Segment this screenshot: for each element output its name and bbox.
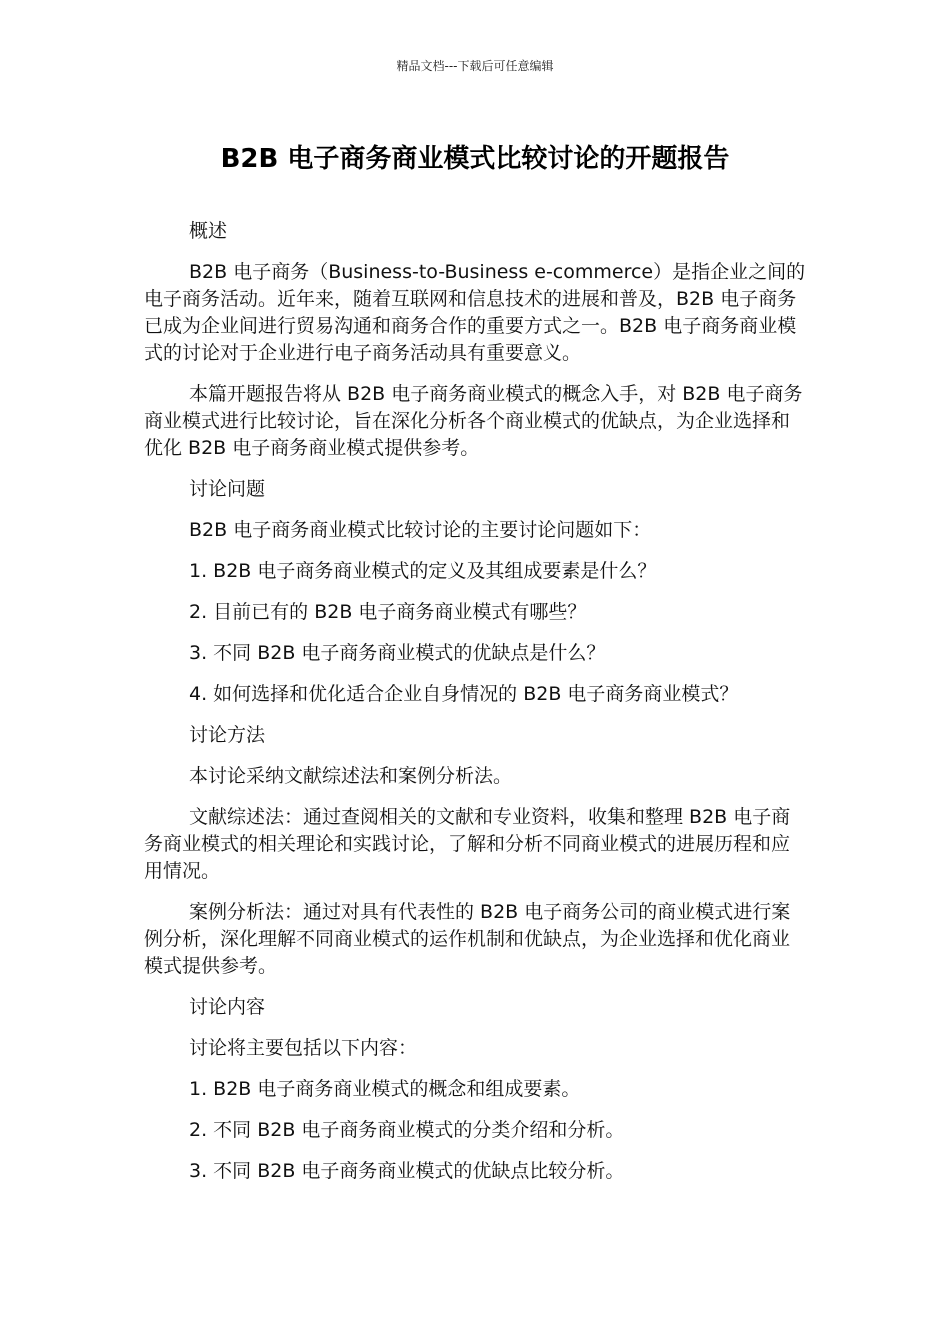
methods-paragraph-case: 案例分析法：通过对具有代表性的 B2B 电子商务公司的商业模式进行案例分析，深化理解不同商业模式的运作机制和优缺点，为企业选择和优化商业模式提供参考。 xyxy=(144,901,791,977)
content-item: 3. 不同 B2B 电子商务商业模式的优缺点比较分析。 xyxy=(189,1160,625,1182)
section-heading-questions: 讨论问题 xyxy=(189,478,266,500)
document-title: B2B 电子商务商业模式比较讨论的开题报告 xyxy=(220,144,730,174)
overview-paragraph-2: 本篇开题报告将从 B2B 电子商务商业模式的概念入手，对 B2B 电子商务商业模式进行比较讨论，旨在深化分析各个商业模式的优缺点，为企业选择和优化 B2B 电子商务商业模式提供参考。 xyxy=(144,383,803,459)
methods-paragraph-literature: 文献综述法：通过查阅相关的文献和专业资料，收集和整理 B2B 电子商务商业模式的相关理论和实践讨论，了解和分析不同商业模式的进展历程和应用情况。 xyxy=(144,806,791,882)
document-body xyxy=(144,218,806,1199)
section-heading-contents: 讨论内容 xyxy=(189,996,266,1018)
content-item: 2. 不同 B2B 电子商务商业模式的分类介绍和分析。 xyxy=(189,1119,625,1141)
contents-intro: 讨论将主要包括以下内容： xyxy=(189,1037,418,1059)
section-heading-overview: 概述 xyxy=(189,220,228,242)
section-heading-methods: 讨论方法 xyxy=(189,724,266,746)
methods-intro: 本讨论采纳文献综述法和案例分析法。 xyxy=(189,765,513,787)
question-item: 4. 如何选择和优化适合企业自身情况的 B2B 电子商务商业模式？ xyxy=(189,683,739,705)
content-item: 1. B2B 电子商务商业模式的概念和组成要素。 xyxy=(189,1078,581,1100)
questions-intro: B2B 电子商务商业模式比较讨论的主要讨论问题如下： xyxy=(189,519,652,541)
page-header: 精品文档---下载后可任意编辑 xyxy=(396,59,554,73)
question-item: 3. 不同 B2B 电子商务商业模式的优缺点是什么？ xyxy=(189,642,606,664)
overview-paragraph-1: B2B 电子商务（Business-to-Business e-commerce）是指企业之间的电子商务活动。近年来，随着互联网和信息技术的进展和普及，B2B 电子商务已成为企业间进行贸易沟通和商务合作的重要方式之一。B2B 电子商务商业模式的讨论对于企业进行电子商务活动具有重要意义。 xyxy=(144,261,806,364)
question-item: 1. B2B 电子商务商业模式的定义及其组成要素是什么？ xyxy=(189,560,657,582)
question-item: 2. 目前已有的 B2B 电子商务商业模式有哪些？ xyxy=(189,601,587,623)
